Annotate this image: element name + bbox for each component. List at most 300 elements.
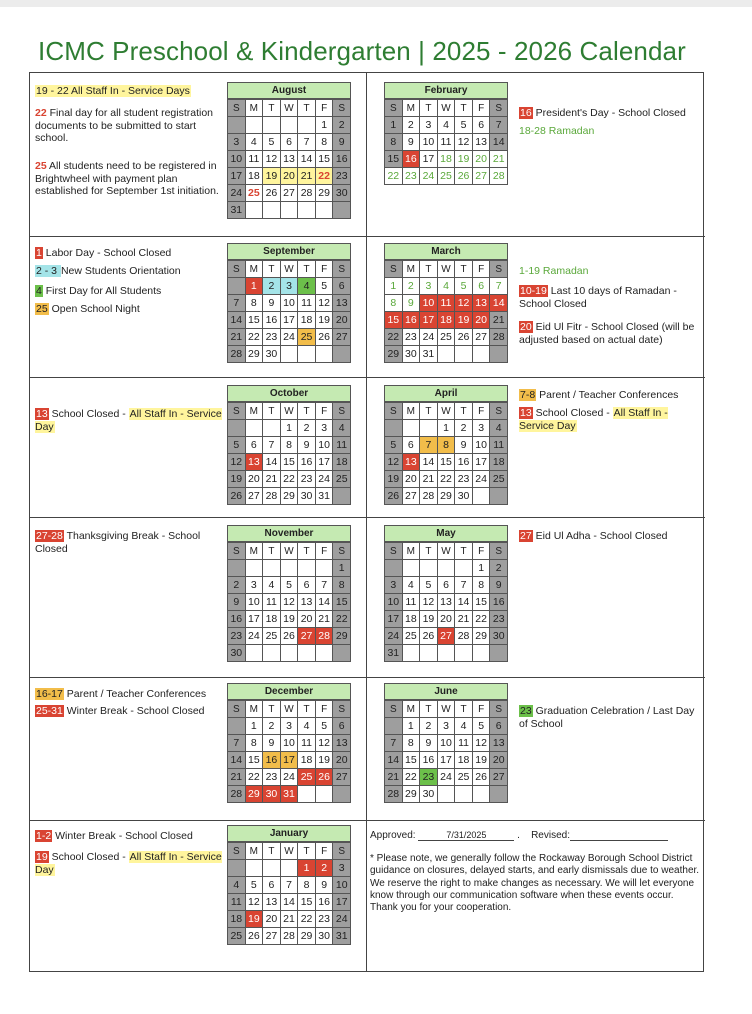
weekday-header: T: [298, 843, 316, 860]
day-cell: 9: [403, 295, 421, 312]
day-cell: 23: [490, 611, 508, 628]
day-cell: 18: [228, 911, 246, 928]
day-cell: 30: [420, 786, 438, 803]
day-cell: 28: [298, 185, 316, 202]
empty-cell: [490, 346, 508, 363]
day-cell: 24: [473, 471, 491, 488]
day-cell: 18: [403, 611, 421, 628]
month-name: September: [227, 243, 351, 260]
weekday-header: W: [281, 843, 299, 860]
day-cell: 23: [316, 911, 334, 928]
weekday-header: T: [298, 261, 316, 278]
day-cell: 6: [298, 577, 316, 594]
day-cell: 15: [473, 594, 491, 611]
day-cell: 25: [246, 185, 264, 202]
day-cell: 23: [403, 168, 421, 185]
day-cell: 9: [298, 437, 316, 454]
day-cell: 19: [281, 611, 299, 628]
day-cell: 3: [438, 718, 456, 735]
day-cell: 17: [420, 151, 438, 168]
empty-cell: [263, 420, 281, 437]
day-cell: 16: [263, 312, 281, 329]
empty-cell: [333, 645, 351, 662]
day-cell: 14: [228, 752, 246, 769]
day-cell: 5: [420, 577, 438, 594]
weekday-header: S: [333, 261, 351, 278]
event-aug-brightwheel: 25 All students need to be registered in Brightwheel with payment plan established for September 1st initiation.: [35, 160, 219, 197]
month-grid: [227, 260, 351, 363]
day-cell: 11: [403, 594, 421, 611]
day-cell: 6: [473, 117, 491, 134]
day-cell: 1: [403, 718, 421, 735]
empty-cell: [455, 560, 473, 577]
day-cell: 26: [316, 769, 334, 786]
empty-cell: [490, 786, 508, 803]
day-cell: 25: [455, 769, 473, 786]
day-cell: 13: [438, 594, 456, 611]
day-cell: 12: [281, 594, 299, 611]
day-cell: 11: [246, 151, 264, 168]
day-cell: 30: [490, 628, 508, 645]
empty-cell: [228, 278, 246, 295]
day-cell: 6: [263, 877, 281, 894]
event-dec-winter-break: 25-31 Winter Break - School Closed: [36, 705, 205, 717]
weekday-header: W: [438, 543, 456, 560]
day-cell: 21: [385, 769, 403, 786]
weekday-header: S: [333, 543, 351, 560]
day-cell: 27: [263, 928, 281, 945]
weekday-header: F: [316, 843, 334, 860]
day-cell: 22: [298, 911, 316, 928]
day-cell: 21: [455, 611, 473, 628]
empty-cell: [228, 117, 246, 134]
day-cell: 26: [385, 488, 403, 505]
day-cell: 18: [333, 454, 351, 471]
event-feb-ramadan: 18-28 Ramadan: [519, 125, 595, 137]
empty-cell: [246, 645, 264, 662]
weekday-header: M: [246, 261, 264, 278]
day-cell: 22: [473, 611, 491, 628]
day-cell: 22: [246, 769, 264, 786]
day-cell: 24: [316, 471, 334, 488]
day-cell: 11: [438, 134, 456, 151]
month-grid: [227, 700, 351, 803]
calendar-january: [227, 825, 351, 945]
day-cell: 23: [420, 769, 438, 786]
day-cell: 29: [281, 488, 299, 505]
day-cell: 19: [385, 471, 403, 488]
day-cell: 29: [246, 346, 264, 363]
weekday-header: M: [246, 403, 264, 420]
day-cell: 19: [316, 752, 334, 769]
day-cell: 26: [228, 488, 246, 505]
empty-cell: [263, 645, 281, 662]
day-cell: 20: [298, 611, 316, 628]
day-cell: 31: [333, 928, 351, 945]
empty-cell: [228, 420, 246, 437]
day-cell: 24: [228, 185, 246, 202]
day-cell: 21: [228, 329, 246, 346]
weekday-header: W: [438, 701, 456, 718]
day-cell: 3: [246, 577, 264, 594]
day-cell: 19: [228, 471, 246, 488]
empty-cell: [228, 860, 246, 877]
day-cell: 25: [263, 628, 281, 645]
day-cell: 7: [490, 117, 508, 134]
day-cell: 1: [385, 278, 403, 295]
day-cell: 12: [316, 295, 334, 312]
empty-cell: [298, 117, 316, 134]
day-cell: 16: [228, 611, 246, 628]
approval-line: Approved: 7/31/2025 . Revised:: [370, 830, 668, 841]
day-cell: 12: [228, 454, 246, 471]
day-cell: 8: [403, 735, 421, 752]
empty-cell: [455, 786, 473, 803]
day-cell: 26: [455, 329, 473, 346]
weekday-header: S: [385, 701, 403, 718]
day-cell: 9: [403, 134, 421, 151]
weekday-header: S: [228, 701, 246, 718]
day-cell: 15: [246, 752, 264, 769]
calendar-frame: [29, 72, 704, 972]
empty-cell: [298, 560, 316, 577]
day-cell: 4: [455, 718, 473, 735]
day-cell: 5: [246, 877, 264, 894]
day-cell: 29: [385, 346, 403, 363]
day-cell: 8: [473, 577, 491, 594]
day-cell: 14: [263, 454, 281, 471]
weekday-header: T: [455, 100, 473, 117]
weekday-header: M: [246, 543, 264, 560]
row-divider: [30, 377, 705, 378]
weekday-header: M: [403, 701, 421, 718]
empty-cell: [298, 645, 316, 662]
day-cell: 19: [246, 911, 264, 928]
event-jun-graduation: 23 Graduation Celebration / Last Day of School: [519, 705, 695, 730]
day-cell: 14: [455, 594, 473, 611]
day-cell: 21: [316, 611, 334, 628]
day-cell: 21: [420, 471, 438, 488]
weekday-header: S: [490, 403, 508, 420]
day-cell: 22: [281, 471, 299, 488]
weekday-header: F: [316, 543, 334, 560]
day-cell: 25: [490, 471, 508, 488]
day-cell: 4: [333, 420, 351, 437]
day-cell: 20: [473, 151, 491, 168]
day-cell: 2: [298, 420, 316, 437]
day-cell: 11: [490, 437, 508, 454]
day-cell: 5: [263, 134, 281, 151]
day-cell: 17: [473, 454, 491, 471]
event-jan-winter-break: 1-2 Winter Break - School Closed: [36, 830, 193, 842]
month-name: February: [384, 82, 508, 99]
day-cell: 24: [246, 628, 264, 645]
event-sep-orientation: 2 - 3 New Students Orientation: [36, 265, 181, 277]
day-cell: 25: [298, 769, 316, 786]
day-cell: 3: [281, 718, 299, 735]
weekday-header: W: [281, 403, 299, 420]
day-cell: 14: [420, 454, 438, 471]
day-cell: 1: [281, 420, 299, 437]
day-cell: 19: [263, 168, 281, 185]
weekday-header: T: [298, 100, 316, 117]
day-cell: 3: [316, 420, 334, 437]
empty-cell: [455, 346, 473, 363]
day-cell: 18: [298, 752, 316, 769]
empty-cell: [438, 645, 456, 662]
month-grid: [227, 402, 351, 505]
day-cell: 12: [246, 894, 264, 911]
day-cell: 7: [263, 437, 281, 454]
day-cell: 8: [316, 134, 334, 151]
day-cell: 7: [490, 278, 508, 295]
day-cell: 16: [455, 454, 473, 471]
day-cell: 3: [420, 278, 438, 295]
day-cell: 13: [333, 295, 351, 312]
weekday-header: S: [333, 100, 351, 117]
revised-date: [570, 830, 668, 841]
day-cell: 27: [403, 488, 421, 505]
day-cell: 14: [490, 134, 508, 151]
day-cell: 2: [263, 278, 281, 295]
top-bar: [0, 0, 752, 7]
day-cell: 9: [263, 735, 281, 752]
day-cell: 10: [246, 594, 264, 611]
day-cell: 18: [438, 312, 456, 329]
event-sep-open-school: 25 Open School Night: [36, 303, 140, 315]
day-cell: 5: [455, 278, 473, 295]
weekday-header: T: [420, 543, 438, 560]
day-cell: 20: [263, 911, 281, 928]
month-name: November: [227, 525, 351, 542]
row-divider: [30, 820, 705, 821]
weekday-header: T: [420, 701, 438, 718]
day-cell: 18: [455, 752, 473, 769]
day-cell: 15: [298, 894, 316, 911]
day-cell: 25: [438, 168, 456, 185]
day-cell: 21: [228, 769, 246, 786]
day-cell: 6: [333, 718, 351, 735]
empty-cell: [455, 645, 473, 662]
empty-cell: [281, 560, 299, 577]
month-grid: [384, 402, 508, 505]
day-cell: 4: [263, 577, 281, 594]
empty-cell: [263, 117, 281, 134]
day-cell: 22: [333, 611, 351, 628]
day-cell: 22: [403, 769, 421, 786]
day-cell: 11: [455, 735, 473, 752]
day-cell: 25: [333, 471, 351, 488]
page-title: ICMC Preschool & Kindergarten | 2025 - 2026 Calendar: [38, 36, 686, 66]
day-cell: 28: [490, 329, 508, 346]
weekday-header: S: [228, 261, 246, 278]
weekday-header: M: [403, 100, 421, 117]
weekday-header: S: [228, 843, 246, 860]
empty-cell: [403, 420, 421, 437]
day-cell: 21: [298, 168, 316, 185]
day-cell: 17: [281, 312, 299, 329]
day-cell: 11: [263, 594, 281, 611]
day-cell: 4: [298, 278, 316, 295]
empty-cell: [490, 488, 508, 505]
day-cell: 9: [420, 735, 438, 752]
empty-cell: [473, 786, 491, 803]
day-cell: 1: [316, 117, 334, 134]
day-cell: 28: [263, 488, 281, 505]
day-cell: 19: [455, 151, 473, 168]
day-cell: 26: [420, 628, 438, 645]
day-cell: 30: [298, 488, 316, 505]
day-cell: 19: [420, 611, 438, 628]
day-cell: 29: [246, 786, 264, 803]
day-cell: 2: [490, 560, 508, 577]
day-cell: 1: [246, 278, 264, 295]
day-cell: 24: [438, 769, 456, 786]
weekday-header: W: [281, 543, 299, 560]
day-cell: 11: [298, 735, 316, 752]
weekday-header: T: [263, 701, 281, 718]
month-name: April: [384, 385, 508, 402]
day-cell: 27: [333, 329, 351, 346]
day-cell: 30: [316, 928, 334, 945]
weekday-header: W: [281, 100, 299, 117]
day-cell: 24: [281, 769, 299, 786]
day-cell: 19: [316, 312, 334, 329]
day-cell: 13: [403, 454, 421, 471]
month-name: May: [384, 525, 508, 542]
day-cell: 9: [316, 877, 334, 894]
day-cell: 2: [228, 577, 246, 594]
day-cell: 1: [246, 718, 264, 735]
weekday-header: M: [403, 403, 421, 420]
day-cell: 1: [385, 117, 403, 134]
day-cell: 1: [473, 560, 491, 577]
day-cell: 25: [298, 329, 316, 346]
day-cell: 21: [281, 911, 299, 928]
empty-cell: [438, 786, 456, 803]
weekday-header: S: [228, 100, 246, 117]
day-cell: 7: [228, 295, 246, 312]
weekday-header: M: [246, 100, 264, 117]
weekday-header: F: [473, 403, 491, 420]
day-cell: 27: [473, 329, 491, 346]
event-apr-conferences: 7-8 Parent / Teacher Conferences: [520, 389, 679, 401]
day-cell: 6: [333, 278, 351, 295]
event-sep-first-day: 4 First Day for All Students: [36, 285, 162, 297]
day-cell: 5: [228, 437, 246, 454]
weekday-header: S: [490, 701, 508, 718]
day-cell: 13: [263, 894, 281, 911]
day-cell: 13: [333, 735, 351, 752]
day-cell: 20: [333, 752, 351, 769]
day-cell: 26: [263, 185, 281, 202]
day-cell: 29: [438, 488, 456, 505]
weekday-header: T: [263, 261, 281, 278]
calendar-september: [227, 243, 351, 363]
day-cell: 5: [316, 718, 334, 735]
day-cell: 23: [263, 329, 281, 346]
day-cell: 11: [228, 894, 246, 911]
day-cell: 20: [333, 312, 351, 329]
day-cell: 26: [281, 628, 299, 645]
weekday-header: S: [385, 403, 403, 420]
day-cell: 11: [333, 437, 351, 454]
day-cell: 3: [420, 117, 438, 134]
day-cell: 18: [246, 168, 264, 185]
day-cell: 17: [228, 168, 246, 185]
day-cell: 7: [455, 577, 473, 594]
day-cell: 30: [455, 488, 473, 505]
event-aug-registration: 22 Final day for all student registration documents to be submitted to start school.: [35, 107, 214, 144]
day-cell: 9: [333, 134, 351, 151]
weekday-header: T: [455, 543, 473, 560]
day-cell: 4: [228, 877, 246, 894]
day-cell: 10: [316, 437, 334, 454]
empty-cell: [333, 346, 351, 363]
day-cell: 10: [281, 295, 299, 312]
day-cell: 6: [246, 437, 264, 454]
empty-cell: [281, 202, 299, 219]
day-cell: 14: [228, 312, 246, 329]
day-cell: 3: [473, 420, 491, 437]
day-cell: 12: [420, 594, 438, 611]
day-cell: 15: [333, 594, 351, 611]
day-cell: 27: [473, 168, 491, 185]
weekday-header: F: [473, 261, 491, 278]
event-feb-presidents-day: 16 President's Day - School Closed: [520, 107, 686, 119]
day-cell: 4: [438, 278, 456, 295]
day-cell: 6: [473, 278, 491, 295]
empty-cell: [281, 645, 299, 662]
empty-cell: [263, 560, 281, 577]
calendar-august: [227, 82, 351, 219]
empty-cell: [246, 420, 264, 437]
empty-cell: [246, 202, 264, 219]
day-cell: 30: [263, 346, 281, 363]
weekday-header: S: [228, 543, 246, 560]
empty-cell: [298, 786, 316, 803]
day-cell: 30: [403, 346, 421, 363]
weekday-header: W: [438, 100, 456, 117]
day-cell: 20: [490, 752, 508, 769]
month-name: January: [227, 825, 351, 842]
weekday-header: F: [316, 701, 334, 718]
day-cell: 12: [263, 151, 281, 168]
day-cell: 21: [490, 151, 508, 168]
day-cell: 15: [246, 312, 264, 329]
empty-cell: [316, 560, 334, 577]
day-cell: 24: [420, 329, 438, 346]
day-cell: 28: [385, 786, 403, 803]
calendar-november: [227, 525, 351, 662]
day-cell: 27: [298, 628, 316, 645]
day-cell: 16: [333, 151, 351, 168]
weekday-header: T: [298, 701, 316, 718]
weekday-header: F: [316, 261, 334, 278]
event-apr-closed: 13 School Closed - All Staff In - Service Day: [519, 407, 668, 432]
calendar-june: [384, 683, 508, 803]
empty-cell: [473, 488, 491, 505]
day-cell: 23: [455, 471, 473, 488]
empty-cell: [333, 488, 351, 505]
day-cell: 23: [263, 769, 281, 786]
day-cell: 5: [473, 718, 491, 735]
day-cell: 17: [246, 611, 264, 628]
day-cell: 22: [246, 329, 264, 346]
day-cell: 10: [281, 735, 299, 752]
day-cell: 17: [438, 752, 456, 769]
day-cell: 27: [246, 488, 264, 505]
